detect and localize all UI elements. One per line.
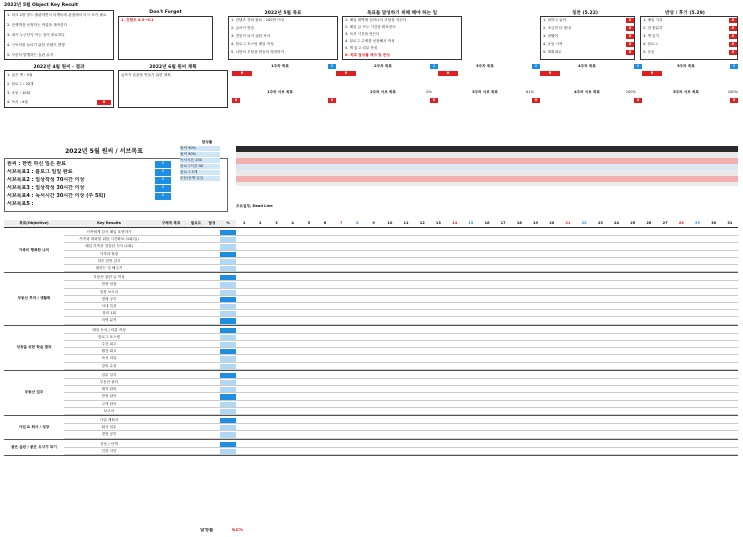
may-main-flag: 0 bbox=[155, 193, 171, 200]
table-row bbox=[64, 379, 738, 386]
needed-item: 2. 매일 글 쓰는 시간을 확보한다 bbox=[345, 25, 396, 29]
day-number: 24 bbox=[614, 221, 620, 225]
cheer-score: 0 bbox=[626, 42, 634, 47]
stats-label: 블로그 5개 bbox=[180, 170, 220, 175]
needed-item: 6. 목표 달성률 체크 및 반성 bbox=[345, 53, 390, 57]
objective-label: 부동산 투자 / 생활화 bbox=[17, 296, 51, 301]
table-row bbox=[64, 448, 738, 455]
week-sub-flag: 0 bbox=[730, 98, 738, 103]
stats-label: 운동/산책 일일 bbox=[180, 176, 220, 181]
may-goal-item: 5. 나만의 루틴을 만들어 정착하기 bbox=[231, 50, 285, 54]
last-month-item: 2. 블로그 : 20개 bbox=[7, 82, 34, 86]
key-result: 현장 관리 bbox=[101, 394, 117, 399]
progress-bar bbox=[220, 244, 236, 249]
table-row bbox=[64, 327, 738, 334]
dont-forget-item: 1. 컨텐츠 4:3~5:1 bbox=[121, 18, 154, 22]
key-result: 부동산 관리 bbox=[99, 380, 119, 384]
may-main-title: 2022년 5월 원씨 / 서브목표 bbox=[65, 148, 143, 155]
table-row bbox=[64, 417, 738, 424]
progress-bar bbox=[220, 328, 236, 333]
progress-bar bbox=[220, 409, 236, 414]
key-result: 하루 한번 감사 bbox=[97, 258, 121, 263]
group-divider bbox=[4, 455, 738, 456]
progress-bar bbox=[220, 290, 236, 295]
day-number: 28 bbox=[678, 221, 684, 225]
reflect-item: 1. 매일 기록 bbox=[643, 18, 663, 22]
key-result: 원하는 것 해주기 bbox=[95, 266, 123, 270]
week-sub-flag: 0 bbox=[232, 98, 240, 103]
page-title: 2022년 5월 Object Key Result bbox=[4, 3, 79, 8]
col-header: % bbox=[226, 221, 230, 225]
reflect-item: 2. 잠 충분히 bbox=[643, 26, 663, 30]
achievement-label: 달성률 bbox=[200, 528, 214, 533]
key-result: 강의 1회 bbox=[102, 311, 116, 316]
may-main-line: 서브목표3 : 일상작성 30시간 이상 bbox=[7, 185, 85, 191]
day-number: 8 bbox=[356, 221, 359, 225]
key-result: 업무 일지 bbox=[101, 372, 117, 377]
table-row bbox=[64, 289, 738, 296]
progress-bar bbox=[220, 356, 236, 361]
reflect-score: 0 bbox=[729, 26, 737, 31]
reflect-item: 5. 운동 bbox=[643, 50, 655, 54]
day-number: 10 bbox=[387, 221, 393, 225]
deadline-label: 주요일정, Dead Line bbox=[236, 204, 273, 208]
key-result: 고객 관리 bbox=[101, 401, 117, 406]
key-result: 운동 / 산책 bbox=[100, 441, 118, 446]
key-result: 경매 공부 bbox=[101, 296, 117, 301]
cheer-item: 2. 조금만 더 힘내 bbox=[543, 26, 571, 30]
day-number: 2 bbox=[259, 221, 262, 225]
may-goal-item: 1. 컨텐츠 전화 완료 - 100만 이상 bbox=[231, 18, 285, 22]
key-result: 매일 가족과 건강한 식사 (1회) bbox=[85, 244, 133, 249]
may-main-line: 서브목표2 : 일상작성 70시간 이상 bbox=[7, 177, 85, 183]
col-header: 목표(Objective) bbox=[19, 221, 49, 225]
progress-bar bbox=[220, 418, 236, 423]
progress-bar bbox=[220, 387, 236, 392]
group-divider bbox=[4, 439, 738, 440]
week-sub-label: 5주차 서브 목표 bbox=[673, 90, 699, 94]
reflect-item: 4. 블로그 bbox=[643, 42, 658, 46]
progress-bar bbox=[220, 364, 236, 369]
week-sub-pct: 100% bbox=[625, 90, 636, 94]
day-number: 31 bbox=[727, 221, 733, 225]
needed-item: 3. 독서 시간을 만든다 bbox=[345, 32, 380, 36]
stats-label: 블로그시간 30 bbox=[180, 164, 220, 169]
day-number: 4 bbox=[291, 221, 294, 225]
week-goal-pct: 0 bbox=[532, 64, 540, 69]
day-number: 16 bbox=[484, 221, 490, 225]
week-sub-label: 3주차 서브 목표 bbox=[472, 90, 498, 94]
may-goal-item: 3. 전문가 되기 위한 독서 bbox=[231, 34, 271, 38]
table-row bbox=[64, 334, 738, 341]
day-number: 1 bbox=[242, 221, 246, 225]
cheer-score: 0 bbox=[626, 34, 634, 39]
last-month-item: 3. 운동 : 10회 bbox=[7, 91, 31, 95]
week-sub-flag: 0 bbox=[328, 98, 336, 103]
table-row bbox=[64, 274, 738, 281]
reflect-item: 3. 책 읽기 bbox=[643, 34, 660, 38]
week-goal-pct: 0 bbox=[328, 64, 336, 69]
week-sub-label: 2주차 서브 목표 bbox=[370, 90, 396, 94]
top-left-line: 4. 구독자를 늘리기 위한 컨텐츠 발행 bbox=[7, 43, 65, 47]
key-result: 경영 공부 bbox=[101, 432, 117, 437]
key-result: 가족에게 감사 매일 표현하기 bbox=[86, 230, 132, 234]
table-row bbox=[64, 408, 738, 415]
group-divider bbox=[4, 415, 738, 416]
reflect-title: 반성 / 후기 (5.29) bbox=[665, 11, 705, 16]
may-main-line: 서브목표1 : 블로그 일일 완료 bbox=[7, 169, 73, 175]
objective-label: 좋은 습관 / 좋은 도서가 되기 bbox=[11, 444, 57, 449]
col-header: Key Results bbox=[97, 221, 121, 225]
this-month-box bbox=[118, 70, 228, 108]
key-result: 지역 분석 bbox=[101, 318, 117, 323]
progress-bar bbox=[220, 394, 236, 399]
achievement-value: 61% bbox=[232, 528, 243, 533]
progress-bar bbox=[220, 342, 236, 347]
needed-item: 4. 블로그 주제를 선정해서 작성 bbox=[345, 39, 395, 43]
week-sub-row bbox=[232, 90, 738, 120]
cheer-item: 3. 잘했어 bbox=[543, 34, 558, 38]
reflect-score: 0 bbox=[729, 18, 737, 23]
dont-forget-title: Don't Forget bbox=[149, 10, 182, 15]
table-row bbox=[64, 317, 738, 324]
table-row bbox=[64, 341, 738, 348]
week-goal-label: 1주차 목표 bbox=[271, 64, 289, 68]
col-header: 구체적 목표 bbox=[161, 221, 181, 225]
week-goal-pct: 0 bbox=[730, 64, 738, 69]
day-number: 6 bbox=[323, 221, 327, 225]
daily-stat-grid bbox=[236, 146, 738, 186]
objective-label: 성장을 위한 학습 결과 bbox=[16, 345, 52, 350]
table-row bbox=[64, 310, 738, 317]
day-number: 20 bbox=[549, 221, 555, 225]
table-row bbox=[64, 441, 738, 448]
top-left-line: 3. 내가 누구인지 아는 것이 중요하다 bbox=[7, 33, 65, 37]
progress-bar bbox=[220, 311, 236, 316]
key-result: 블로그 포스팅 bbox=[98, 334, 120, 339]
day-header bbox=[236, 220, 738, 228]
day-number: 29 bbox=[694, 221, 700, 225]
table-row bbox=[64, 386, 738, 393]
table-row bbox=[64, 296, 738, 303]
key-result: 가족과 대화를 위한 시간확보 (1회/일) bbox=[79, 237, 139, 242]
stat-row-dark bbox=[236, 146, 738, 152]
day-number: 21 bbox=[565, 221, 571, 225]
key-result: 독서 리뷰 bbox=[101, 356, 117, 361]
col-header: 필요도 bbox=[190, 221, 202, 225]
this-month-item: 글쓰기 습관을 만들기 위한 계획 bbox=[121, 73, 171, 77]
day-number: 17 bbox=[500, 221, 506, 225]
needed-item: 1. 매일 새벽에 일어나서 루틴을 지킨다 bbox=[345, 18, 407, 22]
may-goal-item: 2. 글쓰기 연습 bbox=[231, 26, 255, 30]
col-header: 달성 bbox=[208, 221, 216, 225]
last-month-item: 1. 읽은 책 : 5권 bbox=[7, 73, 33, 77]
stat-row-pink2 bbox=[236, 176, 738, 182]
cheer-title: 칭찬 (5.22) bbox=[571, 11, 598, 16]
progress-bar bbox=[220, 275, 236, 280]
stats-header-title: 달성률 bbox=[201, 140, 213, 144]
table-row bbox=[64, 372, 738, 379]
stats-label: 독서시간 150 bbox=[180, 158, 220, 163]
day-number: 26 bbox=[646, 221, 652, 225]
cheer-box bbox=[540, 16, 635, 60]
week-goal-label: 3주차 목표 bbox=[476, 64, 494, 68]
progress-bar bbox=[220, 252, 236, 257]
cheer-score: 0 bbox=[626, 26, 634, 31]
key-result: 부동산 관련 글 작성 bbox=[93, 275, 125, 280]
main-table-body bbox=[4, 229, 738, 524]
day-number: 22 bbox=[581, 221, 587, 225]
needed-box bbox=[342, 16, 462, 60]
table-row bbox=[64, 393, 738, 400]
week-goal-flag: 0 bbox=[642, 71, 662, 76]
progress-bar bbox=[220, 230, 236, 235]
table-row bbox=[64, 363, 738, 370]
week-goal-flag: 0 bbox=[438, 71, 458, 76]
group-divider bbox=[4, 325, 738, 326]
reflect-box bbox=[640, 16, 738, 60]
last-month-score: 0 bbox=[97, 100, 111, 105]
key-result: 임장 보고서 bbox=[99, 289, 119, 294]
last-month-title: 2022년 4월 원씨 - 결과 bbox=[33, 65, 85, 70]
stat-row-blue bbox=[236, 164, 738, 170]
main-table-header bbox=[4, 220, 236, 228]
key-result: 주간 회고 bbox=[101, 342, 117, 346]
key-result: 계약 관리 bbox=[101, 387, 117, 392]
last-month-box bbox=[4, 70, 114, 108]
reflect-score: 0 bbox=[729, 34, 737, 39]
key-result: 강의 수강 bbox=[101, 363, 117, 368]
week-goal-label: 5주차 목표 bbox=[677, 64, 695, 68]
may-main-flag: 0 bbox=[155, 185, 171, 192]
day-number: 7 bbox=[339, 221, 343, 225]
day-number: 5 bbox=[307, 221, 311, 225]
this-month-title: 2022년 6월 원씨 계획 bbox=[149, 65, 197, 70]
day-number: 27 bbox=[662, 221, 668, 225]
cheer-item: 5. 계획대로 bbox=[543, 50, 562, 54]
progress-bar bbox=[220, 380, 236, 385]
group-divider bbox=[4, 370, 738, 371]
table-row bbox=[64, 236, 738, 243]
table-row bbox=[64, 424, 738, 431]
progress-bar bbox=[220, 402, 236, 407]
week-sub-flag: 0 bbox=[430, 98, 438, 103]
may-goal-title: 2022년 5월 목표 bbox=[264, 11, 302, 16]
key-result: 보고서 bbox=[103, 408, 115, 413]
reflect-score: 0 bbox=[729, 42, 737, 47]
may-goal-box bbox=[228, 16, 338, 60]
week-goal-pct: 0 bbox=[430, 64, 438, 69]
reflect-score: 0 bbox=[729, 50, 737, 55]
progress-bar bbox=[220, 425, 236, 430]
week-goals-row bbox=[232, 64, 738, 86]
table-row bbox=[64, 229, 738, 236]
key-result: 건강 식단 bbox=[101, 448, 117, 453]
day-number: 13 bbox=[435, 221, 441, 225]
week-goal-flag: 0 bbox=[540, 71, 560, 76]
progress-bar bbox=[220, 318, 236, 323]
day-number: 15 bbox=[468, 221, 474, 225]
day-number: 30 bbox=[711, 221, 717, 225]
top-left-box bbox=[4, 10, 114, 60]
day-number: 3 bbox=[275, 221, 278, 225]
key-result: 월간 회고 bbox=[101, 349, 117, 354]
week-sub-label: 4주차 서브 목표 bbox=[574, 90, 600, 94]
progress-bar bbox=[220, 282, 236, 287]
key-result: 매일 독서 / 리뷰 작성 bbox=[92, 327, 126, 332]
day-number: 12 bbox=[419, 221, 425, 225]
week-sub-pct: 61% bbox=[526, 90, 534, 94]
week-sub-pct: 0% bbox=[426, 90, 432, 94]
key-result: 사내 특강 bbox=[101, 304, 117, 308]
table-row bbox=[64, 348, 738, 355]
top-left-line: 2. 인생책을 선정하는 작업을 계속한다 bbox=[7, 23, 68, 27]
table-row bbox=[64, 401, 738, 408]
objective-label: 사업 & 회사 / 성장 bbox=[18, 424, 50, 429]
last-month-item: 4. 독서 : 4권 bbox=[7, 100, 28, 104]
cheer-item: 1. 잘하고 있어 bbox=[543, 18, 567, 22]
table-row bbox=[64, 243, 738, 250]
table-row bbox=[64, 281, 738, 288]
table-row bbox=[64, 265, 738, 272]
week-sub-flag: 0 bbox=[532, 98, 540, 103]
day-number: 11 bbox=[403, 221, 409, 225]
progress-bar bbox=[220, 297, 236, 302]
may-main-line: 원씨 : 한번 하신 일은 완료 bbox=[7, 161, 67, 167]
day-number: 23 bbox=[597, 221, 603, 225]
may-main-flag: 0 bbox=[155, 169, 171, 176]
group-divider bbox=[4, 272, 738, 273]
week-goal-flag: 0 bbox=[336, 71, 356, 76]
objective-label: 부동산 업무 bbox=[24, 390, 44, 395]
table-row bbox=[64, 303, 738, 310]
day-number: 19 bbox=[533, 221, 539, 225]
table-row bbox=[64, 355, 738, 362]
dont-forget-box bbox=[118, 16, 213, 60]
progress-bar bbox=[220, 266, 236, 271]
day-number: 9 bbox=[372, 221, 375, 225]
may-goal-item: 4. 블로그 포스팅 매일 작성 bbox=[231, 42, 274, 46]
stats-label: 원씨 90% bbox=[180, 152, 220, 157]
week-sub-pct: 100% bbox=[727, 90, 738, 94]
week-goal-label: 2주차 목표 bbox=[374, 64, 392, 68]
may-main-line: 서브목표4 : 독서시간 30시간 이상 (주 5회) bbox=[7, 193, 106, 199]
cheer-score: 0 bbox=[626, 50, 634, 55]
objective-label: 가족의 행복한 나의 bbox=[18, 247, 50, 252]
needed-item: 5. 책 읽고 리뷰 작성 bbox=[345, 46, 378, 50]
week-goal-flag: 0 bbox=[232, 71, 252, 76]
key-result: 가족과 힐링 bbox=[99, 251, 119, 256]
key-result: 회사 업무 bbox=[101, 425, 117, 430]
week-sub-label: 1주차 서브 목표 bbox=[267, 90, 293, 94]
cheer-item: 4. 운동 시작 bbox=[543, 42, 563, 46]
week-goal-pct: 0 bbox=[634, 64, 642, 69]
day-number: 14 bbox=[452, 221, 458, 225]
cheer-score: 0 bbox=[626, 18, 634, 23]
progress-bar bbox=[220, 335, 236, 340]
may-main-flag: 0 bbox=[155, 177, 171, 184]
table-row bbox=[64, 431, 738, 438]
table-row bbox=[64, 251, 738, 258]
key-result: 사업 계획서 bbox=[99, 418, 119, 422]
progress-bar bbox=[220, 442, 236, 447]
stats-label: 원씨 90% bbox=[180, 146, 220, 151]
may-main-flag: 0 bbox=[155, 161, 171, 168]
week-goal-label: 4주차 목표 bbox=[578, 64, 596, 68]
may-main-line: 서브목표5 : bbox=[7, 201, 34, 207]
stats-labels bbox=[180, 140, 234, 220]
day-number: 18 bbox=[516, 221, 522, 225]
progress-bar bbox=[220, 349, 236, 354]
progress-bar bbox=[220, 237, 236, 242]
key-result: 현장 임장 bbox=[101, 282, 117, 287]
progress-bar bbox=[220, 259, 236, 264]
week-sub-flag: 0 bbox=[634, 98, 642, 103]
progress-bar bbox=[220, 449, 236, 454]
progress-bar bbox=[220, 432, 236, 437]
needed-title: 목표를 달성하기 위해 해야 하는 일 bbox=[366, 11, 438, 16]
top-left-line: 5. 꾸준히 발행하는 습관 유지 bbox=[7, 53, 54, 57]
top-left-line: 1. 마크 2를 빌드 출판하면서 마케터의 관점에서 다시 쓰기 필요 bbox=[7, 13, 107, 17]
progress-bar bbox=[220, 373, 236, 378]
day-number: 25 bbox=[630, 221, 636, 225]
table-row bbox=[64, 258, 738, 265]
progress-bar bbox=[220, 304, 236, 309]
